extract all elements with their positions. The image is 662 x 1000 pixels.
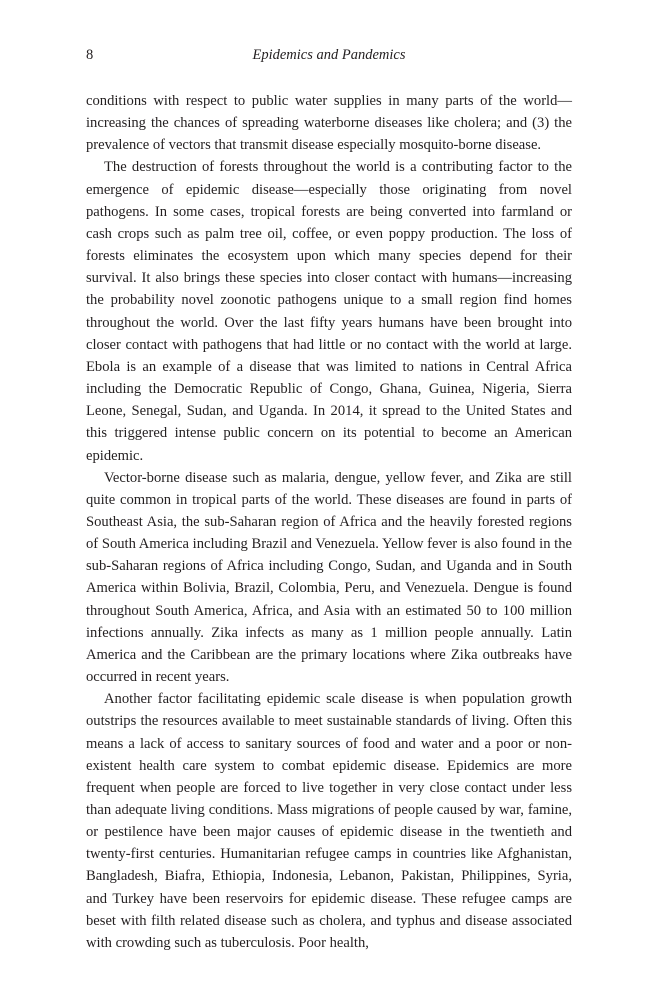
body-text (86, 90, 572, 954)
paragraph-population-growth: Another factor facilitating epidemic scale disease is when population growth outstrips the resources available to meet sustainable standards of living. Often this means a lack of access to sanitary sources of food and water and a poor or non-existent health care system to combat epidemic disease. Epidemics are more frequent when people are forced to live together in very close contact under less than adequate living conditions. Mass migrations of people caused by war, famine, or pestilence have been major causes of epidemic disease in the twentieth and twenty-first centuries. Humanitarian refugee camps in countries like Afghanistan, Bangladesh, Biafra, Ethiopia, Indonesia, Lebanon, Pakistan, Philippines, Syria, and Turkey have been reservoirs for epidemic disease. These refugee camps are beset with filth related disease such as cholera, and typhus and disease associated with crowding such as tuberculosis. Poor health, (86, 691, 572, 951)
paragraph-forest-destruction: The destruction of forests throughout the world is a contributing factor to the emergence of epidemic disease—especially those originating from novel pathogens. In some cases, tropical forests are being converted into farmland or cash crops such as palm tree oil, coffee, or even poppy production. The loss of forests eliminates the ecosystem upon which many species depend for their survival. It also brings these species into closer contact with humans—increasing the probability novel zoonotic pathogens unique to a small region find homes throughout the world. Over the last fifty years humans have been brought into closer contact with pathogens that had little or no contact with the world at large. Ebola is an example of a disease that was limited to nations in Central Africa including the Democratic Republic of Congo, Ghana, Guinea, Nigeria, Sierra Leone, Senegal, Sudan, and Uganda. In 2014, it spread to the United States and this triggered intense public concern on its potential to become an American epidemic. (86, 159, 572, 464)
running-header (86, 44, 572, 66)
paragraph-vector-borne-disease: Vector-borne disease such as malaria, dengue, yellow fever, and Zika are still quite common in tropical parts of the world. These diseases are found in parts of Southeast Asia, the sub-Saharan region of Africa and the heavily forested regions of South America including Brazil and Venezuela. Yellow fever is also found in the sub-Saharan regions of Africa including Congo, Sudan, and Uganda and in South America within Bolivia, Brazil, Colombia, Peru, and Venezuela. Dengue is found throughout South America, Africa, and Asia with an estimated 50 to 100 million infections annually. Zika infects as many as 1 million people annually. Latin America and the Caribbean are the primary locations where Zika outbreaks have occurred in recent years. (86, 469, 572, 686)
paragraph-continued: conditions with respect to public water supplies in many parts of the world—increasing the chances of spreading waterborne diseases like cholera; and (3) the prevalence of vectors that transmit disease especially mosquito-borne disease. (86, 93, 572, 154)
running-title: Epidemics and Pandemics (252, 47, 406, 63)
page-number: 8 (86, 47, 94, 63)
